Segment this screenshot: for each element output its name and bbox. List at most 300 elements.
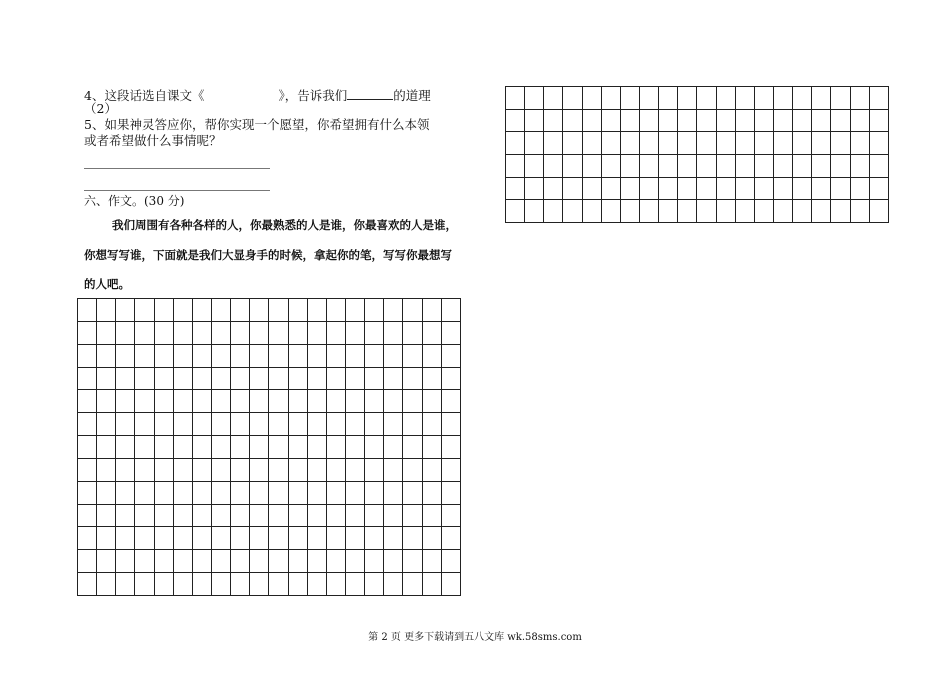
grid-cell[interactable] (211, 504, 230, 527)
grid-cell[interactable] (154, 299, 173, 322)
grid-cell[interactable] (441, 390, 460, 413)
grid-cell[interactable] (269, 367, 288, 390)
grid-cell[interactable] (582, 200, 601, 223)
grid-cell[interactable] (116, 573, 135, 596)
grid-cell[interactable] (582, 132, 601, 155)
grid-cell[interactable] (773, 200, 792, 223)
grid-cell[interactable] (506, 109, 525, 132)
grid-cell[interactable] (422, 573, 441, 596)
grid-cell[interactable] (365, 550, 384, 573)
grid-cell[interactable] (403, 436, 422, 459)
grid-cell[interactable] (345, 550, 364, 573)
grid-cell[interactable] (441, 504, 460, 527)
grid-cell[interactable] (326, 504, 345, 527)
grid-cell[interactable] (78, 390, 97, 413)
grid-cell[interactable] (754, 109, 773, 132)
grid-cell[interactable] (173, 573, 192, 596)
grid-cell[interactable] (250, 436, 269, 459)
grid-cell[interactable] (78, 481, 97, 504)
grid-cell[interactable] (116, 413, 135, 436)
grid-cell[interactable] (173, 344, 192, 367)
grid-cell[interactable] (544, 177, 563, 200)
grid-cell[interactable] (441, 550, 460, 573)
grid-cell[interactable] (365, 436, 384, 459)
grid-cell[interactable] (135, 436, 154, 459)
grid-cell[interactable] (422, 344, 441, 367)
grid-cell[interactable] (365, 390, 384, 413)
grid-cell[interactable] (544, 154, 563, 177)
grid-cell[interactable] (97, 573, 116, 596)
grid-cell[interactable] (97, 550, 116, 573)
grid-cell[interactable] (365, 527, 384, 550)
grid-cell[interactable] (639, 87, 658, 110)
grid-cell[interactable] (211, 321, 230, 344)
answer-line-2[interactable] (84, 190, 270, 191)
grid-cell[interactable] (288, 573, 307, 596)
grid-cell[interactable] (231, 458, 250, 481)
grid-cell[interactable] (211, 436, 230, 459)
grid-cell[interactable] (812, 87, 831, 110)
grid-cell[interactable] (678, 177, 697, 200)
grid-cell[interactable] (793, 132, 812, 155)
grid-cell[interactable] (716, 177, 735, 200)
grid-cell[interactable] (422, 367, 441, 390)
grid-cell[interactable] (231, 527, 250, 550)
grid-cell[interactable] (544, 200, 563, 223)
grid-cell[interactable] (754, 177, 773, 200)
grid-cell[interactable] (869, 87, 888, 110)
grid-cell[interactable] (307, 436, 326, 459)
grid-cell[interactable] (173, 550, 192, 573)
grid-cell[interactable] (250, 321, 269, 344)
grid-cell[interactable] (639, 132, 658, 155)
grid-cell[interactable] (525, 200, 544, 223)
grid-cell[interactable] (211, 413, 230, 436)
grid-cell[interactable] (326, 527, 345, 550)
grid-cell[interactable] (345, 481, 364, 504)
grid-cell[interactable] (659, 87, 678, 110)
grid-cell[interactable] (307, 390, 326, 413)
grid-cell[interactable] (403, 458, 422, 481)
grid-cell[interactable] (441, 344, 460, 367)
grid-cell[interactable] (754, 132, 773, 155)
grid-cell[interactable] (793, 177, 812, 200)
grid-cell[interactable] (173, 390, 192, 413)
grid-cell[interactable] (735, 109, 754, 132)
grid-cell[interactable] (812, 177, 831, 200)
grid-cell[interactable] (173, 321, 192, 344)
grid-cell[interactable] (192, 321, 211, 344)
grid-cell[interactable] (288, 504, 307, 527)
grid-cell[interactable] (365, 573, 384, 596)
grid-cell[interactable] (326, 344, 345, 367)
grid-cell[interactable] (422, 321, 441, 344)
grid-cell[interactable] (97, 504, 116, 527)
grid-cell[interactable] (154, 573, 173, 596)
grid-cell[interactable] (250, 504, 269, 527)
grid-cell[interactable] (78, 527, 97, 550)
grid-cell[interactable] (639, 177, 658, 200)
grid-cell[interactable] (250, 390, 269, 413)
grid-cell[interactable] (78, 344, 97, 367)
grid-cell[interactable] (288, 299, 307, 322)
grid-cell[interactable] (116, 299, 135, 322)
grid-cell[interactable] (620, 154, 639, 177)
grid-cell[interactable] (326, 413, 345, 436)
grid-cell[interactable] (192, 436, 211, 459)
grid-cell[interactable] (173, 504, 192, 527)
grid-cell[interactable] (678, 132, 697, 155)
grid-cell[interactable] (211, 367, 230, 390)
grid-cell[interactable] (403, 367, 422, 390)
grid-cell[interactable] (78, 458, 97, 481)
grid-cell[interactable] (850, 200, 869, 223)
grid-cell[interactable] (211, 299, 230, 322)
grid-cell[interactable] (422, 458, 441, 481)
grid-cell[interactable] (345, 436, 364, 459)
grid-cell[interactable] (773, 177, 792, 200)
grid-cell[interactable] (135, 299, 154, 322)
grid-cell[interactable] (116, 527, 135, 550)
grid-cell[interactable] (78, 573, 97, 596)
grid-cell[interactable] (403, 527, 422, 550)
grid-cell[interactable] (697, 200, 716, 223)
grid-cell[interactable] (869, 132, 888, 155)
grid-cell[interactable] (250, 344, 269, 367)
grid-cell[interactable] (192, 527, 211, 550)
grid-cell[interactable] (506, 154, 525, 177)
grid-cell[interactable] (639, 154, 658, 177)
grid-cell[interactable] (78, 321, 97, 344)
grid-cell[interactable] (365, 344, 384, 367)
grid-cell[interactable] (869, 154, 888, 177)
grid-cell[interactable] (135, 458, 154, 481)
grid-cell[interactable] (831, 109, 850, 132)
grid-cell[interactable] (582, 177, 601, 200)
grid-cell[interactable] (441, 367, 460, 390)
grid-cell[interactable] (173, 527, 192, 550)
grid-cell[interactable] (78, 413, 97, 436)
grid-cell[interactable] (345, 390, 364, 413)
grid-cell[interactable] (441, 321, 460, 344)
grid-cell[interactable] (850, 154, 869, 177)
grid-cell[interactable] (250, 458, 269, 481)
grid-cell[interactable] (754, 200, 773, 223)
grid-cell[interactable] (422, 413, 441, 436)
grid-cell[interactable] (506, 132, 525, 155)
grid-cell[interactable] (173, 436, 192, 459)
grid-cell[interactable] (563, 87, 582, 110)
grid-cell[interactable] (345, 321, 364, 344)
grid-cell[interactable] (173, 481, 192, 504)
grid-cell[interactable] (422, 299, 441, 322)
grid-cell[interactable] (326, 550, 345, 573)
grid-cell[interactable] (269, 436, 288, 459)
grid-cell[interactable] (154, 321, 173, 344)
grid-cell[interactable] (154, 481, 173, 504)
grid-cell[interactable] (345, 527, 364, 550)
grid-cell[interactable] (525, 109, 544, 132)
grid-cell[interactable] (831, 154, 850, 177)
grid-cell[interactable] (154, 458, 173, 481)
grid-cell[interactable] (735, 132, 754, 155)
grid-cell[interactable] (135, 413, 154, 436)
grid-cell[interactable] (97, 436, 116, 459)
grid-cell[interactable] (659, 200, 678, 223)
grid-cell[interactable] (754, 154, 773, 177)
grid-cell[interactable] (250, 527, 269, 550)
grid-cell[interactable] (97, 390, 116, 413)
grid-cell[interactable] (384, 413, 403, 436)
grid-cell[interactable] (544, 87, 563, 110)
grid-cell[interactable] (506, 177, 525, 200)
grid-cell[interactable] (154, 550, 173, 573)
grid-cell[interactable] (326, 436, 345, 459)
grid-cell[interactable] (154, 390, 173, 413)
grid-cell[interactable] (326, 573, 345, 596)
grid-cell[interactable] (697, 132, 716, 155)
grid-cell[interactable] (869, 109, 888, 132)
grid-cell[interactable] (307, 367, 326, 390)
grid-cell[interactable] (192, 573, 211, 596)
grid-cell[interactable] (269, 527, 288, 550)
grid-cell[interactable] (697, 154, 716, 177)
grid-cell[interactable] (231, 390, 250, 413)
grid-cell[interactable] (97, 299, 116, 322)
grid-cell[interactable] (250, 413, 269, 436)
grid-cell[interactable] (211, 481, 230, 504)
grid-cell[interactable] (812, 132, 831, 155)
grid-cell[interactable] (735, 200, 754, 223)
grid-cell[interactable] (173, 458, 192, 481)
grid-cell[interactable] (97, 458, 116, 481)
grid-cell[interactable] (307, 299, 326, 322)
grid-cell[interactable] (773, 154, 792, 177)
grid-cell[interactable] (345, 458, 364, 481)
grid-cell[interactable] (116, 367, 135, 390)
grid-cell[interactable] (192, 390, 211, 413)
grid-cell[interactable] (173, 367, 192, 390)
grid-cell[interactable] (269, 413, 288, 436)
grid-cell[interactable] (326, 367, 345, 390)
grid-cell[interactable] (192, 504, 211, 527)
grid-cell[interactable] (544, 132, 563, 155)
grid-cell[interactable] (678, 109, 697, 132)
grid-cell[interactable] (211, 390, 230, 413)
grid-cell[interactable] (678, 154, 697, 177)
grid-cell[interactable] (211, 458, 230, 481)
grid-cell[interactable] (563, 109, 582, 132)
grid-cell[interactable] (384, 481, 403, 504)
grid-cell[interactable] (135, 504, 154, 527)
grid-cell[interactable] (620, 200, 639, 223)
grid-cell[interactable] (326, 299, 345, 322)
grid-cell[interactable] (384, 436, 403, 459)
grid-cell[interactable] (365, 413, 384, 436)
grid-cell[interactable] (116, 458, 135, 481)
grid-cell[interactable] (231, 344, 250, 367)
grid-cell[interactable] (288, 413, 307, 436)
grid-cell[interactable] (384, 321, 403, 344)
grid-cell[interactable] (793, 87, 812, 110)
grid-cell[interactable] (78, 550, 97, 573)
grid-cell[interactable] (441, 527, 460, 550)
grid-cell[interactable] (422, 436, 441, 459)
grid-cell[interactable] (403, 573, 422, 596)
grid-cell[interactable] (365, 321, 384, 344)
grid-cell[interactable] (525, 87, 544, 110)
grid-cell[interactable] (365, 504, 384, 527)
grid-cell[interactable] (773, 87, 792, 110)
grid-cell[interactable] (135, 573, 154, 596)
grid-cell[interactable] (250, 367, 269, 390)
grid-cell[interactable] (403, 413, 422, 436)
grid-cell[interactable] (135, 390, 154, 413)
grid-cell[interactable] (403, 481, 422, 504)
grid-cell[interactable] (441, 413, 460, 436)
writing-grid-right[interactable] (505, 86, 889, 223)
grid-cell[interactable] (269, 481, 288, 504)
grid-cell[interactable] (192, 481, 211, 504)
grid-cell[interactable] (231, 504, 250, 527)
grid-cell[interactable] (422, 504, 441, 527)
grid-cell[interactable] (135, 527, 154, 550)
grid-cell[interactable] (211, 550, 230, 573)
grid-cell[interactable] (307, 458, 326, 481)
grid-cell[interactable] (307, 550, 326, 573)
grid-cell[interactable] (288, 481, 307, 504)
grid-cell[interactable] (441, 436, 460, 459)
grid-cell[interactable] (192, 550, 211, 573)
grid-cell[interactable] (716, 132, 735, 155)
grid-cell[interactable] (97, 367, 116, 390)
grid-cell[interactable] (173, 413, 192, 436)
grid-cell[interactable] (831, 87, 850, 110)
grid-cell[interactable] (735, 87, 754, 110)
grid-cell[interactable] (231, 573, 250, 596)
grid-cell[interactable] (307, 527, 326, 550)
grid-cell[interactable] (620, 132, 639, 155)
grid-cell[interactable] (192, 367, 211, 390)
grid-cell[interactable] (116, 504, 135, 527)
grid-cell[interactable] (97, 527, 116, 550)
grid-cell[interactable] (384, 504, 403, 527)
writing-grid-left[interactable] (77, 298, 461, 596)
grid-cell[interactable] (659, 154, 678, 177)
grid-cell[interactable] (659, 177, 678, 200)
grid-cell[interactable] (345, 344, 364, 367)
grid-cell[interactable] (639, 109, 658, 132)
grid-cell[interactable] (403, 299, 422, 322)
grid-cell[interactable] (288, 550, 307, 573)
grid-cell[interactable] (441, 573, 460, 596)
grid-cell[interactable] (403, 344, 422, 367)
grid-cell[interactable] (288, 527, 307, 550)
grid-cell[interactable] (850, 109, 869, 132)
grid-cell[interactable] (716, 200, 735, 223)
grid-cell[interactable] (231, 436, 250, 459)
grid-cell[interactable] (116, 436, 135, 459)
grid-cell[interactable] (269, 344, 288, 367)
grid-cell[interactable] (601, 200, 620, 223)
grid-cell[interactable] (365, 299, 384, 322)
grid-cell[interactable] (269, 299, 288, 322)
grid-cell[interactable] (365, 367, 384, 390)
grid-cell[interactable] (250, 299, 269, 322)
grid-cell[interactable] (422, 481, 441, 504)
grid-cell[interactable] (384, 550, 403, 573)
grid-cell[interactable] (97, 413, 116, 436)
grid-cell[interactable] (269, 321, 288, 344)
grid-cell[interactable] (384, 344, 403, 367)
grid-cell[interactable] (345, 413, 364, 436)
grid-cell[interactable] (116, 550, 135, 573)
grid-cell[interactable] (384, 390, 403, 413)
grid-cell[interactable] (154, 504, 173, 527)
grid-cell[interactable] (211, 573, 230, 596)
grid-cell[interactable] (563, 132, 582, 155)
grid-cell[interactable] (384, 299, 403, 322)
grid-cell[interactable] (620, 87, 639, 110)
grid-cell[interactable] (403, 550, 422, 573)
grid-cell[interactable] (154, 413, 173, 436)
grid-cell[interactable] (601, 154, 620, 177)
grid-cell[interactable] (639, 200, 658, 223)
grid-cell[interactable] (601, 87, 620, 110)
grid-cell[interactable] (582, 109, 601, 132)
grid-cell[interactable] (365, 458, 384, 481)
grid-cell[interactable] (78, 367, 97, 390)
grid-cell[interactable] (307, 321, 326, 344)
grid-cell[interactable] (850, 87, 869, 110)
grid-cell[interactable] (403, 390, 422, 413)
grid-cell[interactable] (154, 344, 173, 367)
grid-cell[interactable] (326, 390, 345, 413)
grid-cell[interactable] (116, 481, 135, 504)
grid-cell[interactable] (812, 200, 831, 223)
grid-cell[interactable] (525, 132, 544, 155)
grid-cell[interactable] (422, 390, 441, 413)
grid-cell[interactable] (384, 527, 403, 550)
grid-cell[interactable] (231, 321, 250, 344)
grid-cell[interactable] (735, 177, 754, 200)
grid-cell[interactable] (403, 321, 422, 344)
grid-cell[interactable] (716, 87, 735, 110)
grid-cell[interactable] (441, 299, 460, 322)
grid-cell[interactable] (78, 299, 97, 322)
grid-cell[interactable] (697, 109, 716, 132)
grid-cell[interactable] (506, 200, 525, 223)
grid-cell[interactable] (773, 132, 792, 155)
grid-cell[interactable] (384, 573, 403, 596)
grid-cell[interactable] (831, 200, 850, 223)
grid-cell[interactable] (211, 344, 230, 367)
grid-cell[interactable] (135, 550, 154, 573)
grid-cell[interactable] (678, 200, 697, 223)
grid-cell[interactable] (231, 550, 250, 573)
grid-cell[interactable] (250, 481, 269, 504)
grid-cell[interactable] (135, 367, 154, 390)
grid-cell[interactable] (307, 504, 326, 527)
grid-cell[interactable] (154, 527, 173, 550)
grid-cell[interactable] (716, 109, 735, 132)
grid-cell[interactable] (773, 109, 792, 132)
grid-cell[interactable] (601, 109, 620, 132)
grid-cell[interactable] (116, 390, 135, 413)
grid-cell[interactable] (288, 344, 307, 367)
grid-cell[interactable] (192, 458, 211, 481)
grid-cell[interactable] (231, 299, 250, 322)
